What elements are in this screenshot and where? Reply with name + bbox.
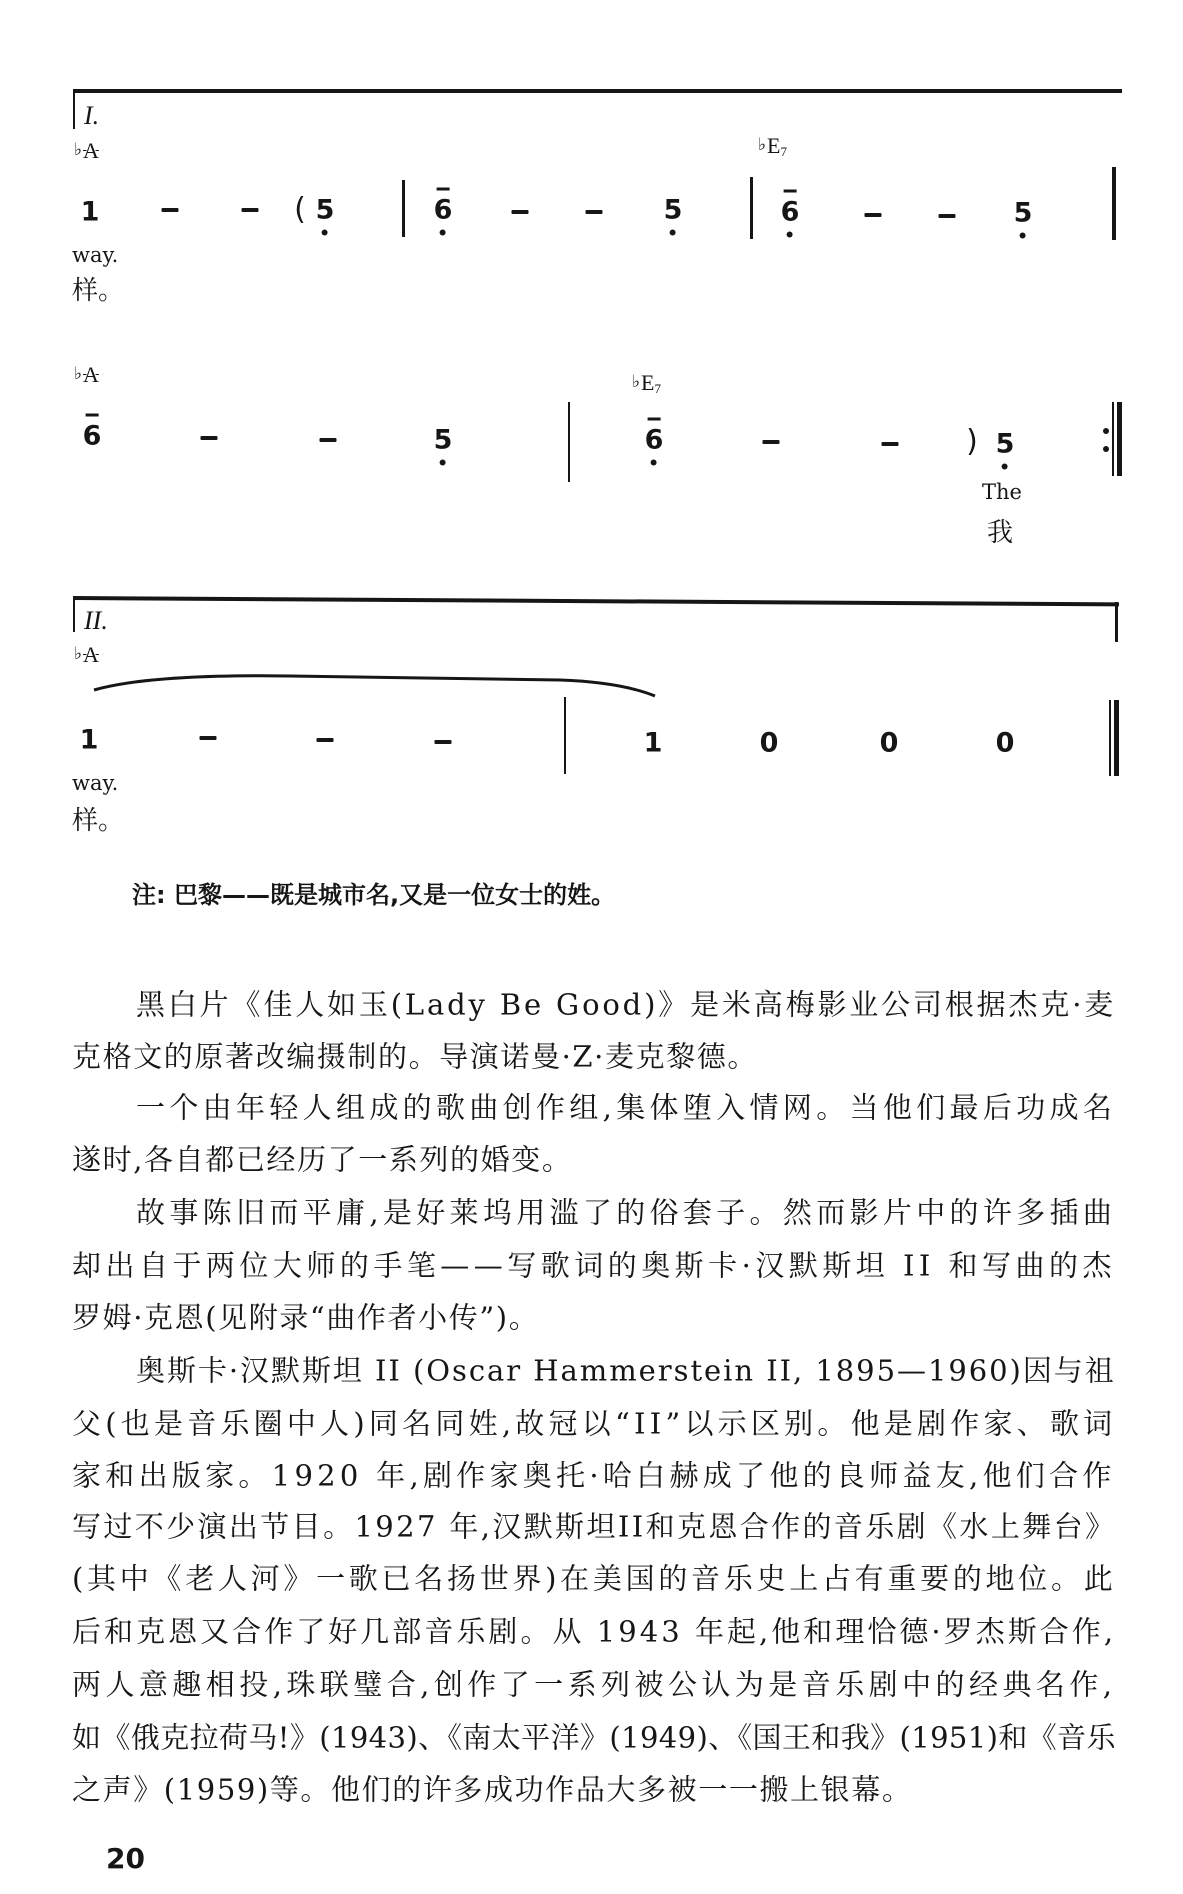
barline — [568, 402, 570, 482]
sustain-dash — [586, 210, 603, 214]
lyric-english: way. — [72, 243, 119, 267]
sustain-dash — [865, 213, 882, 217]
note: 1 — [643, 727, 663, 759]
paragraph-line: 父(也是音乐圈中人)同名同姓,故冠以“II”以示区别。他是剧作家、歌词 — [72, 1406, 1117, 1441]
barline — [402, 180, 405, 237]
paren-open: ( — [294, 192, 306, 227]
overline-mark-icon — [784, 190, 797, 193]
repeat-dot-icon — [1103, 446, 1109, 452]
low-octave-dot-icon — [787, 232, 793, 238]
lyric-english: way. — [72, 771, 119, 795]
paragraph-line: 两人意趣相投,珠联璧合,创作了一系列被公认为是音乐剧中的经典名作, — [72, 1667, 1117, 1702]
low-octave-dot-icon — [670, 230, 676, 236]
sustain-dash — [317, 738, 334, 742]
repeat-dot-icon — [1103, 428, 1109, 434]
flat-icon: ♭ — [74, 364, 83, 384]
rest: 0 — [879, 727, 899, 759]
sustain-dash — [162, 208, 179, 212]
note: 6 — [83, 423, 102, 450]
note-low: 5 — [316, 197, 335, 224]
lyric-chinese: 样。 — [72, 276, 125, 306]
overline-mark-icon — [86, 414, 99, 417]
paragraph-line: 写过不少演出节目。1927 年,汉默斯坦II和克恩合作的音乐剧《水上舞台》 — [72, 1509, 1117, 1544]
volta-bracket-2-line — [73, 596, 1119, 606]
paragraph-line: 后和克恩又合作了好几部音乐剧。从 1943 年起,他和理恰德·罗杰斯合作, — [72, 1614, 1117, 1649]
sustain-dash — [200, 736, 217, 740]
paragraph-line: 家和出版家。1920 年,剧作家奥托·哈白赫成了他的良师益友,他们合作 — [72, 1458, 1116, 1493]
tie-arc — [90, 672, 670, 702]
low-octave-dot-icon — [322, 230, 328, 236]
chord-symbol: ♭A — [74, 138, 99, 163]
volta-bracket-2-end — [1115, 602, 1118, 642]
note-low: 5 — [1014, 200, 1033, 227]
sustain-dash — [435, 740, 452, 744]
note-low: 6 — [781, 199, 800, 226]
sustain-dash — [512, 210, 529, 214]
volta-bracket-1-hook — [73, 89, 75, 129]
overline-mark-icon — [437, 188, 450, 191]
low-octave-dot-icon — [1002, 464, 1008, 470]
barline — [750, 177, 753, 239]
volta-bracket-2-hook — [73, 596, 75, 632]
volta-bracket-1-line — [73, 89, 1122, 93]
paragraph-line: 故事陈旧而平庸,是好莱坞用滥了的俗套子。然而影片中的许多插曲 — [136, 1195, 1117, 1230]
low-octave-dot-icon — [1020, 233, 1026, 239]
note-low: 6 — [434, 197, 453, 224]
volta-label-2: II. — [84, 606, 108, 635]
chord-symbol: ♭A — [74, 642, 99, 667]
flat-icon: ♭ — [758, 135, 767, 155]
flat-icon: ♭ — [632, 372, 641, 392]
footnote: 注: 巴黎——既是城市名,又是一位女士的姓。 — [132, 881, 616, 909]
chord-symbol: $♭E_7$ — [758, 133, 787, 159]
paragraph-line: 遂时,各自都已经历了一系列的婚变。 — [72, 1142, 573, 1177]
paragraph-line: 一个由年轻人组成的歌曲创作组,集体堕入情网。当他们最后功成名 — [136, 1090, 1117, 1125]
note-low: 6 — [645, 427, 664, 454]
paragraph-line: 却出自于两位大师的手笔——写歌词的奥斯卡·汉默斯坦 II 和写曲的杰 — [72, 1248, 1116, 1283]
page-number: 20 — [106, 1842, 145, 1875]
sustain-dash — [242, 208, 259, 212]
sustain-dash — [320, 438, 337, 442]
sustain-dash — [939, 214, 956, 218]
chord-symbol: $♭E_7$ — [632, 370, 661, 396]
low-octave-dot-icon — [651, 460, 657, 466]
note-low: 5 — [664, 197, 683, 224]
paragraph-line: (其中《老人河》一歌已名扬世界)在美国的音乐史上占有重要的地位。此 — [72, 1561, 1117, 1596]
paren-close: ) — [966, 424, 978, 459]
volta-label-1: I. — [84, 101, 100, 130]
note: 1 — [79, 724, 99, 756]
barline — [1112, 167, 1116, 240]
rest: 0 — [995, 727, 1015, 759]
paragraph-line: 之声》(1959)等。他们的许多成功作品大多被一一搬上银幕。 — [72, 1772, 913, 1807]
sustain-dash — [201, 436, 218, 440]
note-low: 5 — [434, 427, 453, 454]
flat-icon: ♭ — [74, 644, 83, 664]
paragraph-line: 如《俄克拉荷马!》(1943)、《南太平洋》(1949)、《国王和我》(1951)和《音乐 — [72, 1720, 1116, 1755]
paragraph-line: 黑白片《佳人如玉(Lady Be Good)》是米高梅影业公司根据杰克·麦 — [136, 987, 1117, 1022]
low-octave-dot-icon — [440, 230, 446, 236]
chord-symbol: ♭A — [74, 362, 99, 387]
lyric-chinese: 样。 — [72, 806, 125, 836]
flat-icon: ♭ — [74, 140, 83, 160]
page-number-clip — [100, 1840, 160, 1875]
lyric-english: The — [982, 480, 1022, 504]
barline — [564, 697, 566, 774]
paragraph-line: 罗姆·克恩(见附录“曲作者小传”)。 — [72, 1300, 540, 1335]
note: 1 — [80, 196, 100, 228]
lyric-chinese: 我 — [987, 518, 1014, 548]
sustain-dash — [763, 440, 780, 444]
low-octave-dot-icon — [440, 460, 446, 466]
paragraph-line: 克格文的原著改编摄制的。导演诺曼·Z·麦克黎德。 — [72, 1039, 758, 1074]
paragraph-line: 奥斯卡·汉默斯坦 II (Oscar Hammerstein II, 1895—1960)因与祖 — [136, 1353, 1116, 1388]
sustain-dash — [882, 442, 899, 446]
rest: 0 — [759, 727, 779, 759]
note-low: 5 — [996, 431, 1015, 458]
overline-mark-icon — [648, 418, 661, 421]
